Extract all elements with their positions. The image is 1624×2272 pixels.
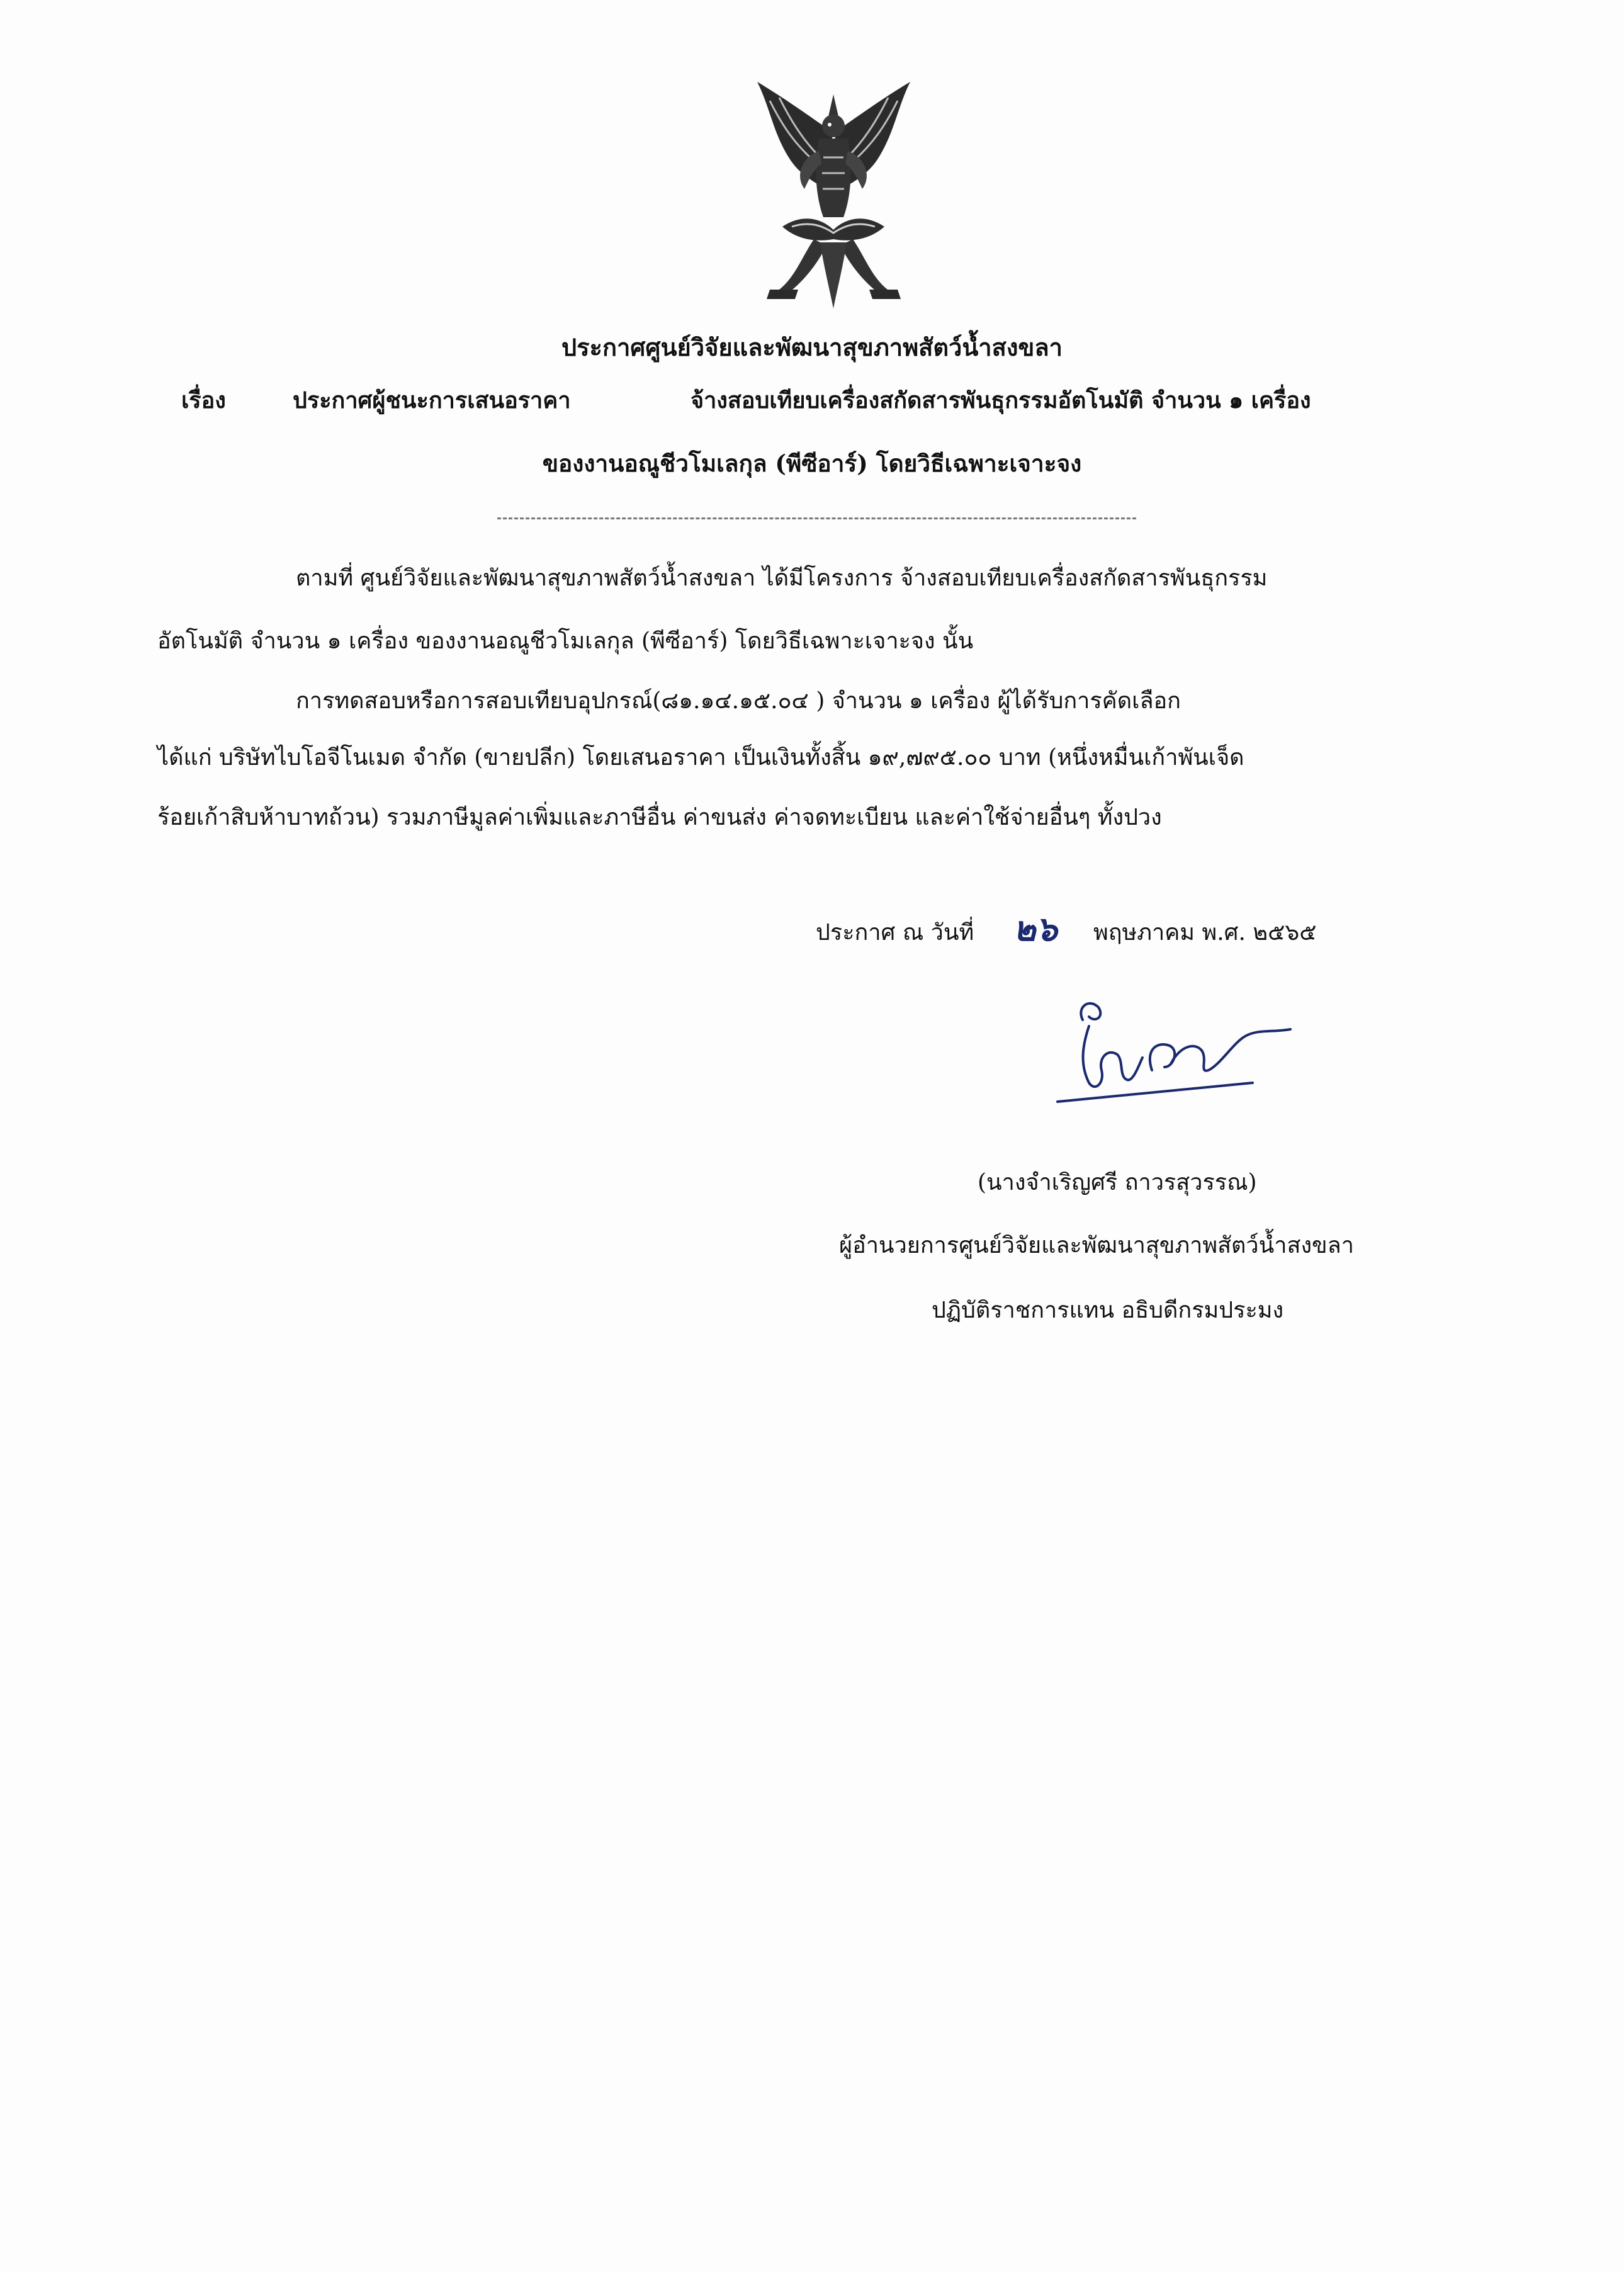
body-paragraph2-line3: ร้อยเก้าสิบห้าบาทถ้วน) รวมภาษีมูลค่าเพิ่มและภาษีอื่น ค่าขนส่ง ค่าจดทะเบียน และค่าใช้จ่ายอื่นๆ ทั้งปวง (157, 805, 1162, 830)
garuda-emblem-icon (745, 82, 923, 312)
date-prefix: ประกาศ ณ วันที่ (816, 920, 974, 946)
body-paragraph2-line2: ได้แก่ บริษัทไบโอจีโนเมด จำกัด (ขายปลีก) โดยเสนอราคา เป็นเงินทั้งสิ้น ๑๙,๗๙๕.๐๐ บาท (หนึ่งหมื่นเก้าพันเจ็ด (157, 745, 1244, 771)
dashed-divider (497, 517, 1136, 519)
date-day-handwritten: ๒๖ (1013, 908, 1057, 949)
subject-text-part2: จ้างสอบเทียบเครื่องสกัดสารพันธุกรรมอัตโนมัติ จำนวน ๑ เครื่อง (691, 387, 1311, 414)
body-paragraph1-line2: อัตโนมัติ จำนวน ๑ เครื่อง ของงานอณูชีวโมเลกุล (พีซีอาร์) โดยวิธีเฉพาะเจาะจง นั้น (157, 628, 974, 654)
signer-name: (นางจำเริญศรี ถาวรสุวรรณ) (978, 1170, 1257, 1195)
subject-text-part1: ประกาศผู้ชนะการเสนอราคา (293, 387, 571, 414)
signer-position-line1: ผู้อำนวยการศูนย์วิจัยและพัฒนาสุขภาพสัตว์น้ำสงขลา (839, 1233, 1354, 1258)
subject-text-line2: ของงานอณูชีวโมเลกุล (พีซีอาร์) โดยวิธีเฉพาะเจาะจง (542, 449, 1082, 477)
body-paragraph1-line1: ตามที่ ศูนย์วิจัยและพัฒนาสุขภาพสัตว์น้ำสงขลา ได้มีโครงการ จ้างสอบเทียบเครื่องสกัดสารพันธุกรรม (296, 565, 1268, 591)
page-title: ประกาศศูนย์วิจัยและพัฒนาสุขภาพสัตว์น้ำสงขลา (561, 333, 1063, 361)
signer-position-line2: ปฏิบัติราชการแทน อธิบดีกรมประมง (932, 1297, 1284, 1323)
handwritten-signature-icon (1045, 988, 1309, 1108)
date-month-year: พฤษภาคม พ.ศ. ๒๕๖๕ (1093, 920, 1317, 946)
subject-label: เรื่อง (181, 387, 226, 414)
body-paragraph2-line1: การทดสอบหรือการสอบเทียบอุปกรณ์(๘๑.๑๔.๑๕.๐๔ ) จำนวน ๑ เครื่อง ผู้ได้รับการคัดเลือก (296, 688, 1181, 714)
